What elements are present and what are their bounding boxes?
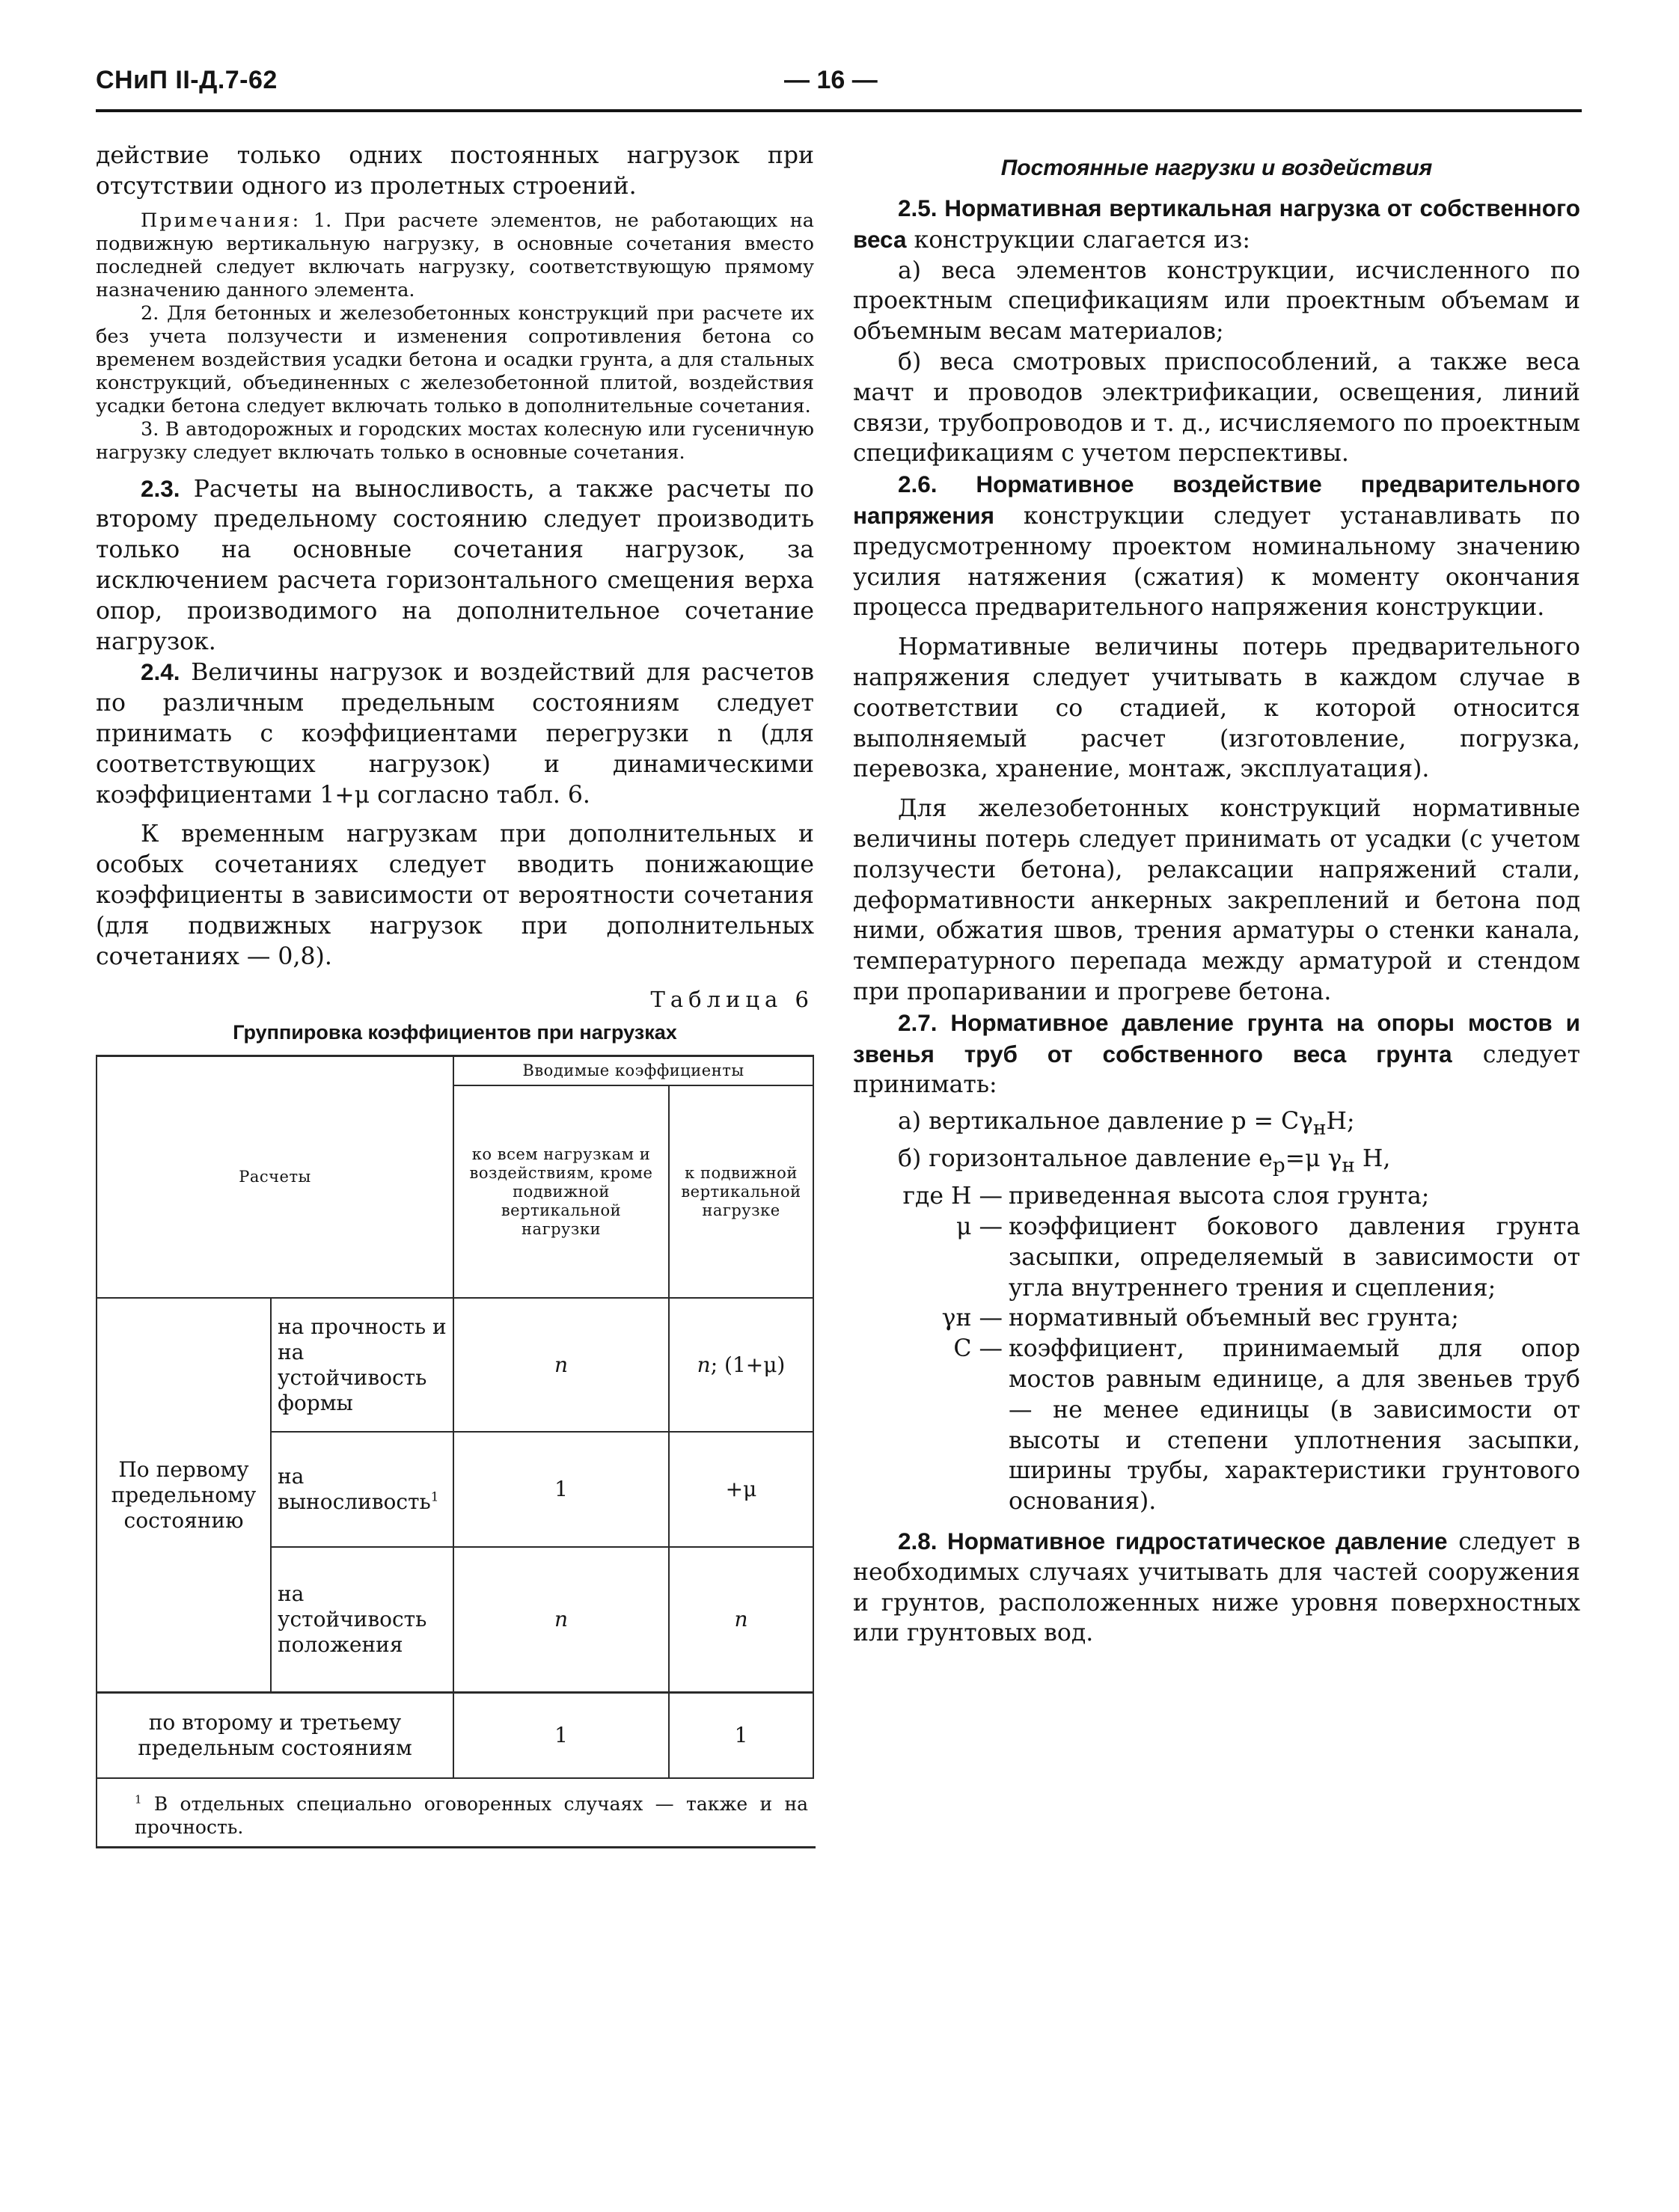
row-stability-all: n (453, 1547, 669, 1693)
right-column (853, 141, 1580, 1649)
section-heading: Постоянные нагрузки и воздействия (1000, 156, 1433, 180)
paragraph-2-6-concrete: Для железобетонных конструкций нормативные величины потерь следует принимать от усадки (с учетом ползучести бетона), релаксации напряжений стали, деформативности анкерных закреплений и бетона под ними, обжатия швов, трения арматуры о стенки канала, температурного перепада между арматурой и стендом при пропаривании и прогреве бетона. (853, 795, 1580, 1005)
definition-gamma: γн — нормативный объемный вес грунта; (941, 1305, 1459, 1332)
group-first-limit-state: По первому предельному состоянию (97, 1298, 271, 1693)
table-header-calc: Расчеты (97, 1056, 453, 1299)
left-column (96, 141, 814, 1848)
table-title: Группировка коэффициентов при нагрузках (233, 1021, 677, 1044)
definition-H: где H — приведенная высота слоя грунта; (902, 1183, 1430, 1210)
paragraph-2-5: 2.5. Нормативная вертикальная нагрузка от собственного веса конструкции слагается из: (853, 194, 1580, 254)
paragraph-2-4-continued: К временным нагрузкам при дополнительных и особых сочетаниях следует вводить понижающие коэффициенты в зависимости от вероятности сочетания (для подвижных нагрузок при дополнительных сочетаниях — 0,8). (96, 821, 814, 970)
document-code: СНиП II-Д.7-62 (96, 66, 278, 94)
row-second-third-mobile: 1 (669, 1693, 813, 1779)
paragraph-2-6: 2.6. Нормативное воздействие предварительного напряжения конструкции следует устанавливать по предусмотренному проектом номинальному значению усилия натяжения (сжатия) к моменту окончания процесса предварительного напряжения конструкции. (853, 471, 1581, 622)
note-1: 1. При расчете элементов, не работающих на подвижную вертикальную нагрузку, в основные сочетания вместо последней следует включать нагрузку, соответствующую прямому назначению данного элемента. (96, 209, 814, 301)
note-2: 2. Для бетонных и железобетонных конструкций при расчете их без учета ползучести и изменения сопротивления бетона со временем воздействия усадки бетона и осадки грунта, а для стальных конструкций, объединенных с железобетонной плитой, воздействия усадки бетона следует включать только в дополнительные сочетания. (96, 301, 814, 417)
paragraph-2-6-losses: Нормативные величины потерь предварительного напряжения следует учитывать в каждом случае в соответствии со стадией, к которой относится выполняемый расчет (изготовление, погрузка, перевозка, хранение, монтаж, эксплуатация). (853, 634, 1580, 783)
continued-paragraph: действие только одних постоянных нагрузок при отсутствии одного из пролетных строений. (96, 142, 814, 200)
formula-vertical: а) вертикальное давление $p = C\gamma_нH$; (898, 1108, 1355, 1140)
table-header-coeffs: Вводимые коэффициенты (453, 1056, 813, 1086)
table-header-mobile-load: к подвижной вертикальной нагрузке (669, 1085, 813, 1298)
row-endurance-all: 1 (453, 1432, 669, 1547)
paragraph-2-7: 2.7. Нормативное давление грунта на опоры мостов и звенья труб от собственного веса грунта следует принимать: (853, 1008, 1580, 1099)
table-footnote: $^1$ В отдельных специально оговоренных случаях — также и на прочность. (96, 1779, 816, 1848)
table-header-all-loads: ко всем нагрузкам и воздействиям, кроме подвижной вертикальной нагрузки (453, 1085, 669, 1298)
row-strength-label: на прочность и на устойчивость формы (271, 1298, 453, 1432)
page-number: — 16 — (784, 66, 878, 94)
coefficients-table (96, 1055, 814, 1779)
paragraph-2-3: 2.3. Расчеты на выносливость, а также расчеты по второму предельному состоянию следует производить только на основные сочетания нагрузок, за исключением расчета горизонтального смещения верха опор, производимого на дополнительное сочетание нагрузок. (96, 474, 814, 655)
row-second-third-all: 1 (453, 1693, 669, 1779)
row-second-third-label: по второму и третьему предельным состояниям (97, 1693, 453, 1779)
row-stability-label: на устойчивость положения (271, 1547, 453, 1693)
table-label: Таблица 6 (650, 987, 814, 1013)
row-endurance-label: на выносливость$^1$ (271, 1432, 453, 1547)
row-strength-all: n (453, 1298, 669, 1432)
paragraph-number: 2.4. (141, 658, 180, 686)
row-stability-mobile: n (669, 1547, 813, 1693)
definition-C: C — коэффициент, принимаемый для опор мостов равным единице, а для звеньев труб — не менее единицы (в зависимости от высоты и степени уплотнения засыпки, ширины трубы, характеристики грунтового основания). (953, 1335, 1580, 1516)
paragraph-number: 2.3. (141, 474, 180, 502)
definitions-list (853, 1181, 1580, 1517)
header-rule (96, 109, 1582, 112)
formula-horizontal: б) горизонтальное давление $e_p=\mu$ $\gamma_н$ H, (898, 1145, 1391, 1177)
paragraph-2-8: 2.8. Нормативное гидростатическое давление следует в необходимых случаях учитывать для частей сооружения и грунтов, расположенных ниже уровня поверхностных или грунтовых вод. (853, 1528, 1580, 1647)
row-endurance-mobile: +μ (669, 1432, 813, 1547)
note-3: 3. В автодорожных и городских мостах колесную или гусеничную нагрузку следует включать только в основные сочетания. (96, 417, 814, 464)
row-strength-mobile: n; (1+μ) (669, 1298, 813, 1432)
definition-mu: μ — коэффициент бокового давления грунта засыпки, определяемый в зависимости от угла внутреннего трения и сцепления; (956, 1213, 1580, 1302)
paragraph-2-5-a: а) веса элементов конструкции, исчисленного по проектным спецификациям или проектным объемам и объемным весам материалов; (853, 257, 1580, 346)
paragraph-2-5-b: б) веса смотровых приспособлений, а также веса мачт и проводов электрификации, освещения, линий связи, трубопроводов и т. д., исчисляемого по проектным спецификациям с учетом перспективы. (853, 348, 1580, 468)
page-header (96, 66, 1582, 114)
notes-block (96, 209, 814, 465)
notes-label: Примечания: (141, 209, 302, 232)
paragraph-2-4: 2.4. Величины нагрузок и воздействий для расчетов по различным предельным состояниям следует принимать с коэффициентами перегрузки n (для соответствующих нагрузок) и динамическими коэффициентами 1+μ согласно табл. 6. (96, 658, 814, 809)
